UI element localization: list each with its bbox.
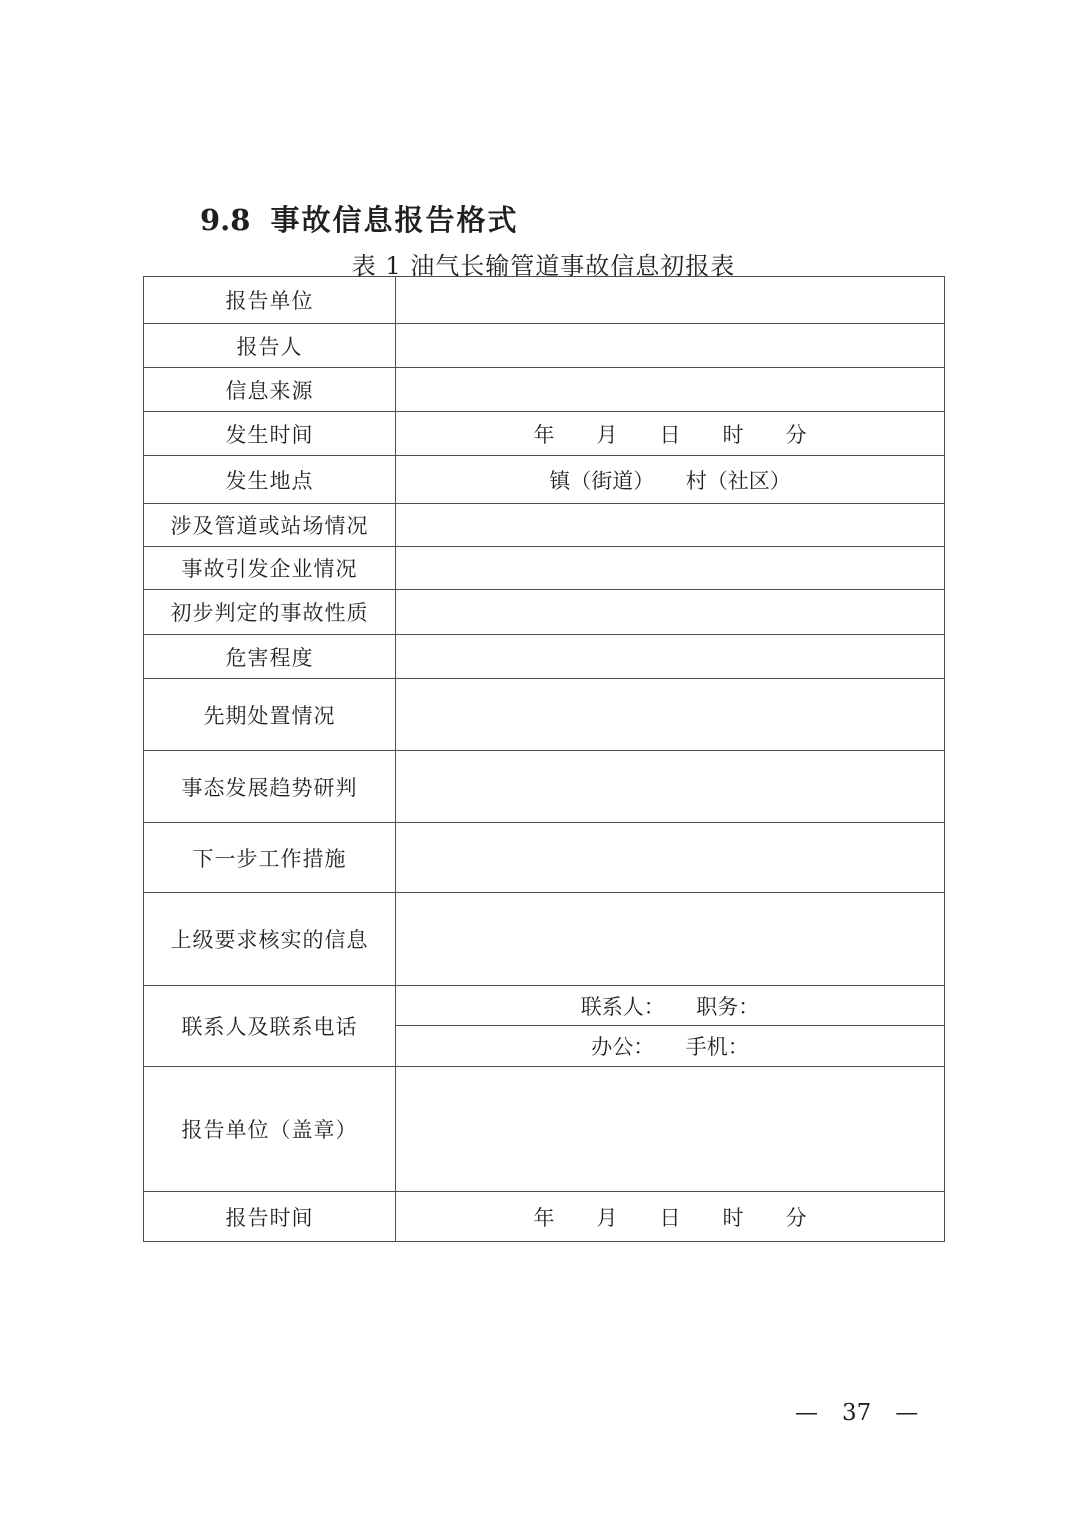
row-label-cell: 报告时间 — [144, 1192, 396, 1242]
table-row — [144, 823, 945, 893]
table-row — [144, 368, 945, 412]
row-value-cell — [396, 277, 945, 324]
row-value-cell — [396, 590, 945, 635]
row-value-cell — [396, 635, 945, 679]
table-row-contact — [144, 986, 945, 1067]
row-value-cell: 镇（街道） 村（社区） — [396, 456, 945, 504]
row-label-cell: 报告单位 — [144, 277, 396, 324]
row-label-cell: 报告人 — [144, 324, 396, 368]
table-row — [144, 893, 945, 986]
row-value-cell — [396, 679, 945, 751]
row-value-cell — [396, 547, 945, 590]
table-caption: 表 1 油气长输管道事故信息初报表 — [351, 252, 736, 280]
section-heading — [200, 198, 518, 239]
row-label-cell: 下一步工作措施 — [144, 823, 396, 893]
table-row — [144, 751, 945, 823]
row-value-cell — [396, 504, 945, 547]
table-row — [144, 456, 945, 504]
row-value-cell — [396, 324, 945, 368]
contact-line-person-title: 联系人： 职务： — [396, 986, 944, 1026]
contact-line-office-mobile: 办公： 手机： — [591, 1035, 749, 1059]
footer-right-dash: — — [895, 1400, 919, 1426]
table-row — [144, 324, 945, 368]
row-value-cell — [396, 893, 945, 986]
page-footer — [795, 1400, 918, 1426]
row-label-cell: 发生地点 — [144, 456, 396, 504]
row-label-cell: 信息来源 — [144, 368, 396, 412]
row-value-cell — [396, 1067, 945, 1192]
row-label-cell: 先期处置情况 — [144, 679, 396, 751]
row-label-cell: 事态发展趋势研判 — [144, 751, 396, 823]
contact-value-cell — [396, 986, 945, 1067]
page-number: 37 — [842, 1400, 872, 1426]
table-row — [144, 504, 945, 547]
row-label-cell: 危害程度 — [144, 635, 396, 679]
report-table — [143, 276, 945, 1242]
row-value-cell: 年 月 日 时 分 — [396, 412, 945, 456]
row-label-cell: 联系人及联系电话 — [144, 986, 396, 1067]
row-label-cell: 涉及管道或站场情况 — [144, 504, 396, 547]
table-row — [144, 1192, 945, 1242]
row-label-cell: 上级要求核实的信息 — [144, 893, 396, 986]
row-value-cell — [396, 823, 945, 893]
table-row — [144, 590, 945, 635]
row-label-cell: 事故引发企业情况 — [144, 547, 396, 590]
table-row — [144, 547, 945, 590]
row-value-cell — [396, 368, 945, 412]
row-label-cell: 报告单位（盖章） — [144, 1067, 396, 1192]
table-row — [144, 1067, 945, 1192]
footer-left-dash: — — [795, 1400, 818, 1426]
table-row — [144, 635, 945, 679]
section-number: 9.8 — [200, 203, 251, 237]
row-value-cell — [396, 751, 945, 823]
row-label-cell: 初步判定的事故性质 — [144, 590, 396, 635]
table-row — [144, 679, 945, 751]
row-label-cell: 发生时间 — [144, 412, 396, 456]
row-value-cell: 年 月 日 时 分 — [396, 1192, 945, 1242]
table-row — [144, 277, 945, 324]
table-row — [144, 412, 945, 456]
section-title: 事故信息报告格式 — [270, 203, 519, 237]
